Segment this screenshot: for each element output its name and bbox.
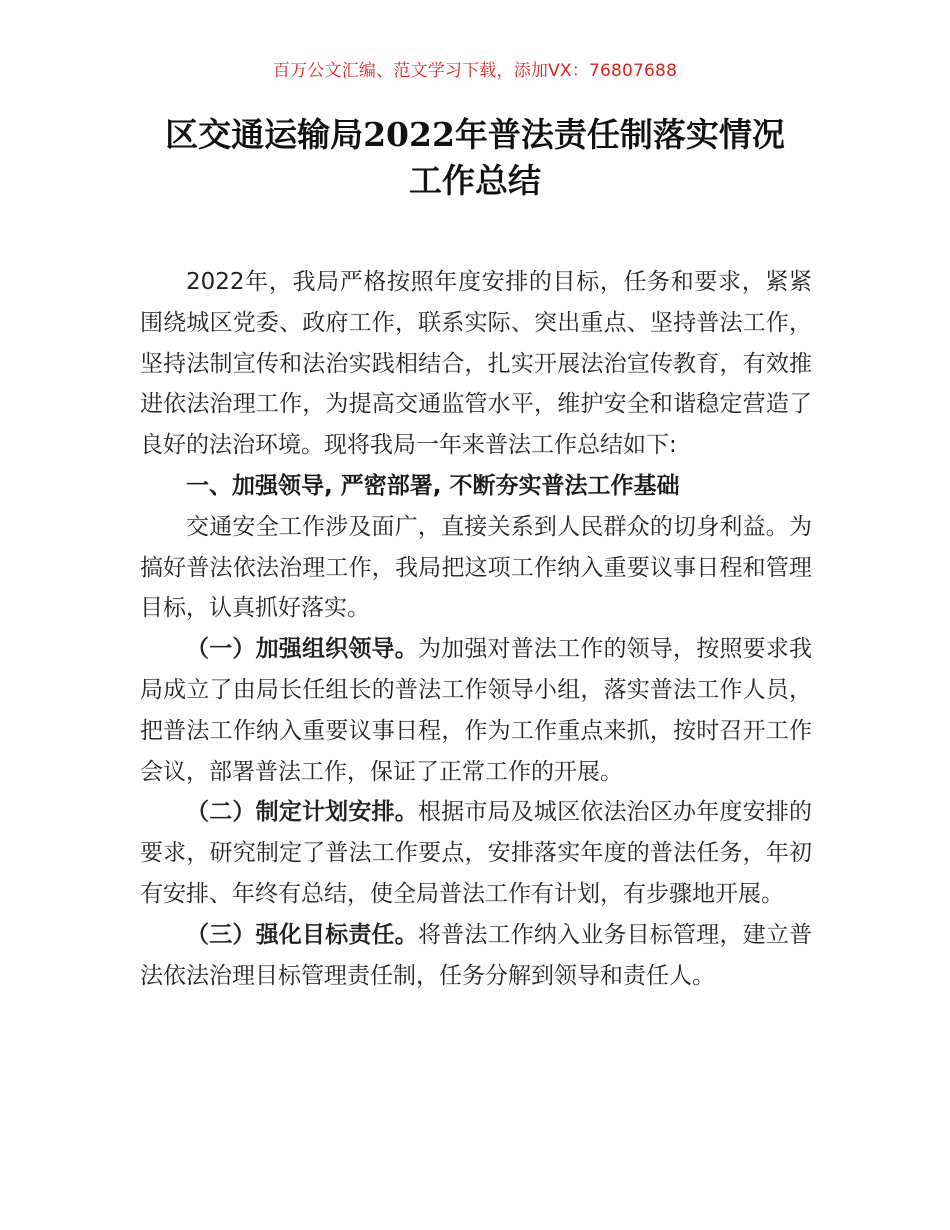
- item-2-text: 根据市局及城区依法治区办年度安排的要求，研究制定了普法工作要点，安排落实年度的普法任务，年初有安排、年终有总结，使全局普法工作有计划，有步骤地开展。: [140, 799, 813, 907]
- item-3-paragraph: [140, 915, 812, 997]
- document-body: [140, 262, 812, 996]
- section-1-paragraph: 交通安全工作涉及面广，直接关系到人民群众的切身利益。为搞好普法依法治理工作，我局把这项工作纳入重要议事日程和管理目标，认真抓好落实。: [140, 513, 812, 622]
- item-1-text: 为加强对普法工作的领导，按照要求我局成立了由局长任组长的普法工作领导小组，落实普法工作人员，把普法工作纳入重要议事日程，作为工作重点来抓，按时召开工作会议，部署普法工作，保证了正常工作的开展。: [140, 636, 813, 785]
- title-line-1: 区交通运输局2022年普法责任制落实情况: [165, 115, 785, 154]
- intro-paragraph: 2022年，我局严格按照年度安排的目标，任务和要求，紧紧围绕城区党委、政府工作，联系实际、突出重点、坚持普法工作，坚持法制宣传和法治实践相结合，扎实开展法治宣传教育，有效推进依法治理工作，为提高交通监管水平，维护安全和谐稳定营造了良好的法治环境。现将我局一年来普法工作总结如下:: [140, 269, 812, 459]
- item-3-lead: （三）强化目标责任。: [186, 921, 418, 948]
- item-2-lead: （二）制定计划安排。: [186, 799, 418, 826]
- item-3-text: 将普法工作纳入业务目标管理，建立普法依法治理目标管理责任制，任务分解到领导和责任人。: [140, 921, 813, 989]
- item-1-paragraph: [140, 629, 812, 792]
- item-1-lead: （一）加强组织领导。: [186, 636, 418, 663]
- item-2-paragraph: [140, 792, 812, 914]
- document-title: [60, 112, 890, 204]
- watermark-header: 百万公文汇编、范文学习下载，添加VX：76807688: [272, 61, 678, 81]
- section-1-heading: 一、加强领导, 严密部署, 不断夯实普法工作基础: [186, 472, 680, 499]
- title-line-2: 工作总结: [409, 161, 541, 200]
